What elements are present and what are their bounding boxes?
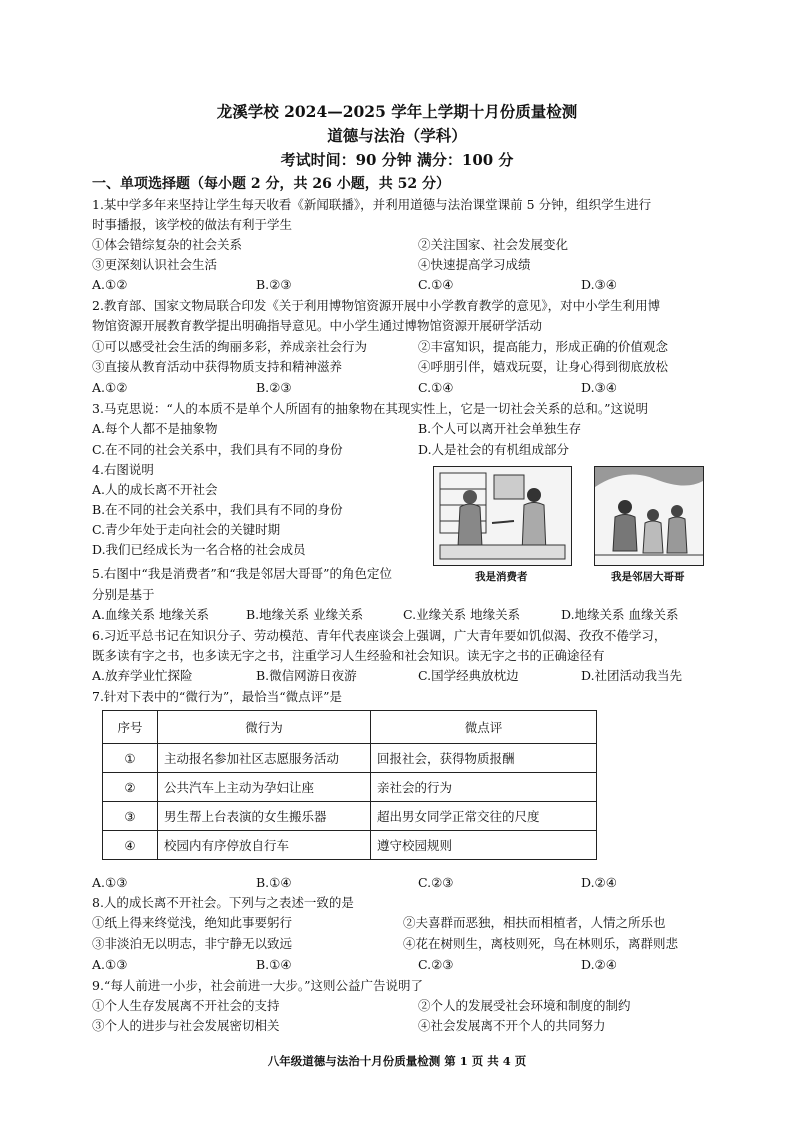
q7-option-b: B.①④ [256,875,292,890]
q7-table [102,710,597,860]
q7-header-action: 微行为 [158,711,371,744]
q7-row-action: 校园内有序停放自行车 [158,831,371,860]
q8-option-c: C.②③ [418,957,454,972]
q1-option-d: D.③④ [581,277,617,292]
q7-row-index: ③ [103,802,158,831]
table-row [103,744,597,773]
q7-row-action: 公共汽车上主动为孕妇让座 [158,773,371,802]
q1-option-b: B.②③ [256,277,292,292]
q7-row-comment: 回报社会，获得物质报酬 [371,744,597,773]
q6-stem-line2: 既多读有字之书，也多读无字之书，注重学习人生经验和社会知识。读无字之书的正确途径有 [92,648,605,663]
q4-option-a: A.人的成长离不开社会 [92,482,218,497]
q7-row-index: ② [103,773,158,802]
q1-stem-line1: 1.某中学多年来坚持让学生每天收看《新闻联播》，并利用道德与法治课堂课前 5 分钟，组织学生进行 [92,197,652,212]
q7-row-action: 主动报名参加社区志愿服务活动 [158,744,371,773]
q9-statement-1: ①个人生存发展离不开社会的支持 [92,998,280,1013]
q3-option-a: A.每个人都不是抽象物 [92,421,218,436]
q8-option-b: B.①④ [256,957,292,972]
q9-stem: 9.“每人前进一小步，社会前进一大步。”这则公益广告说明了 [92,978,423,993]
big-brother-illustration [594,466,704,566]
q4-option-c: C.青少年处于走向社会的关键时期 [92,522,281,537]
q2-option-d: D.③④ [581,380,617,395]
q7-stem: 7.针对下表中的“微行为”，最恰当“微点评”是 [92,689,342,704]
table-row [103,831,597,860]
page-footer: 八年级道德与法治十月份质量检测 第 1 页 共 4 页 [267,1054,527,1068]
q5-option-d: D.地缘关系 血缘关系 [561,607,679,622]
q7-row-comment: 超出男女同学正常交往的尺度 [371,802,597,831]
q2-statement-4: ④呼朋引伴，嬉戏玩耍，让身心得到彻底放松 [418,359,669,374]
q1-statement-2: ②关注国家、社会发展变化 [418,237,569,252]
q5-option-b: B.地缘关系 业缘关系 [246,607,364,622]
q7-option-a: A.①③ [92,875,128,890]
q8-statement-3: ③非淡泊无以明志，非宁静无以致远 [92,936,293,951]
q2-statement-2: ②丰富知识，提高能力，形成正确的价值观念 [418,339,669,354]
q1-statement-1: ①体会错综复杂的社会关系 [92,237,243,252]
q2-stem-line1: 2.教育部、国家文物局联合印发《关于利用博物馆资源开展中小学教育教学的意见》，对中小学生利用博 [92,298,661,313]
exam-time-score: 考试时间：90 分钟 满分：100 分 [280,151,514,169]
q7-header-comment: 微点评 [371,711,597,744]
section-heading: 一、单项选择题（每小题 2 分，共 26 小题，共 52 分） [92,176,450,192]
q2-stem-line2: 物馆资源开展教育教学提出明确指导意见。中小学生通过博物馆资源开展研学活动 [92,318,543,333]
q3-option-d: D.人是社会的有机组成部分 [418,442,570,457]
q2-option-b: B.②③ [256,380,292,395]
consumer-caption: 我是消费者 [475,571,528,583]
q4-stem: 4.右图说明 [92,462,154,477]
q4-option-d: D.我们已经成长为一名合格的社会成员 [92,542,306,557]
q5-stem-line1: 5.右图中“我是消费者”和“我是邻居大哥哥”的角色定位 [92,566,392,581]
q6-option-d: D.社团活动我当先 [581,668,683,683]
q9-statement-2: ②个人的发展受社会环境和制度的制约 [418,998,631,1013]
q3-stem: 3.马克思说：“人的本质不是单个人所固有的抽象物在其现实性上，它是一切社会关系的总和。”这说明 [92,401,648,416]
q1-statement-4: ④快速提高学习成绩 [418,257,531,272]
q7-row-index: ④ [103,831,158,860]
consumer-illustration [433,466,572,566]
q2-statement-3: ③直接从教育活动中获得物质支持和精神滋养 [92,359,343,374]
q7-option-d: D.②④ [581,875,617,890]
big-brother-caption: 我是邻居大哥哥 [611,571,685,583]
q5-stem-line2: 分别是基于 [92,587,155,602]
q8-statement-2: ②夫喜群而恶独，相扶而相植者，人情之所乐也 [403,915,666,930]
q7-row-action: 男生帮上台表演的女生搬乐器 [158,802,371,831]
q7-row-comment: 遵守校园规则 [371,831,597,860]
q8-statement-4: ④花在树则生，离枝则死，鸟在林则乐，离群则悲 [403,936,679,951]
exam-title: 龙溪学校 2024—2025 学年上学期十月份质量检测 [216,102,578,121]
q7-row-index: ① [103,744,158,773]
q8-statement-1: ①纸上得来终觉浅，绝知此事要躬行 [92,915,293,930]
table-row [103,773,597,802]
q7-header-index: 序号 [103,711,158,744]
q2-option-c: C.①④ [418,380,454,395]
table-row [103,802,597,831]
q6-option-c: C.国学经典放枕边 [418,668,519,683]
exam-subject: 道德与法治（学科） [327,126,467,145]
q5-option-a: A.血缘关系 地缘关系 [92,607,209,622]
q8-option-d: D.②④ [581,957,617,972]
q1-option-a: A.①② [92,277,128,292]
q8-stem: 8.人的成长离不开社会。下列与之表述一致的是 [92,895,354,910]
q6-stem-line1: 6.习近平总书记在知识分子、劳动模范、青年代表座谈会上强调，广大青年要如饥似渴、孜孜不倦学习， [92,628,667,643]
q3-option-c: C.在不同的社会关系中，我们具有不同的身份 [92,442,343,457]
q6-option-a: A.放弃学业忙探险 [92,668,193,683]
q7-row-comment: 亲社会的行为 [371,773,597,802]
q2-statement-1: ①可以感受社会生活的绚丽多彩，养成亲社会行为 [92,339,368,354]
q9-statement-3: ③个人的进步与社会发展密切相关 [92,1018,280,1033]
q8-option-a: A.①③ [92,957,128,972]
q1-statement-3: ③更深刻认识社会生活 [92,257,218,272]
q1-option-c: C.①④ [418,277,454,292]
q4-option-b: B.在不同的社会关系中，我们具有不同的身份 [92,502,343,517]
q2-option-a: A.①② [92,380,128,395]
q5-option-c: C.业缘关系 地缘关系 [403,607,521,622]
q3-option-b: B.个人可以离开社会单独生存 [418,421,582,436]
q1-stem-line2: 时事播报，该学校的做法有利于学生 [92,217,293,232]
q6-option-b: B.微信网游日夜游 [256,668,357,683]
q9-statement-4: ④社会发展离不开个人的共同努力 [418,1018,606,1033]
q7-option-c: C.②③ [418,875,454,890]
q7-table-header [103,711,597,744]
